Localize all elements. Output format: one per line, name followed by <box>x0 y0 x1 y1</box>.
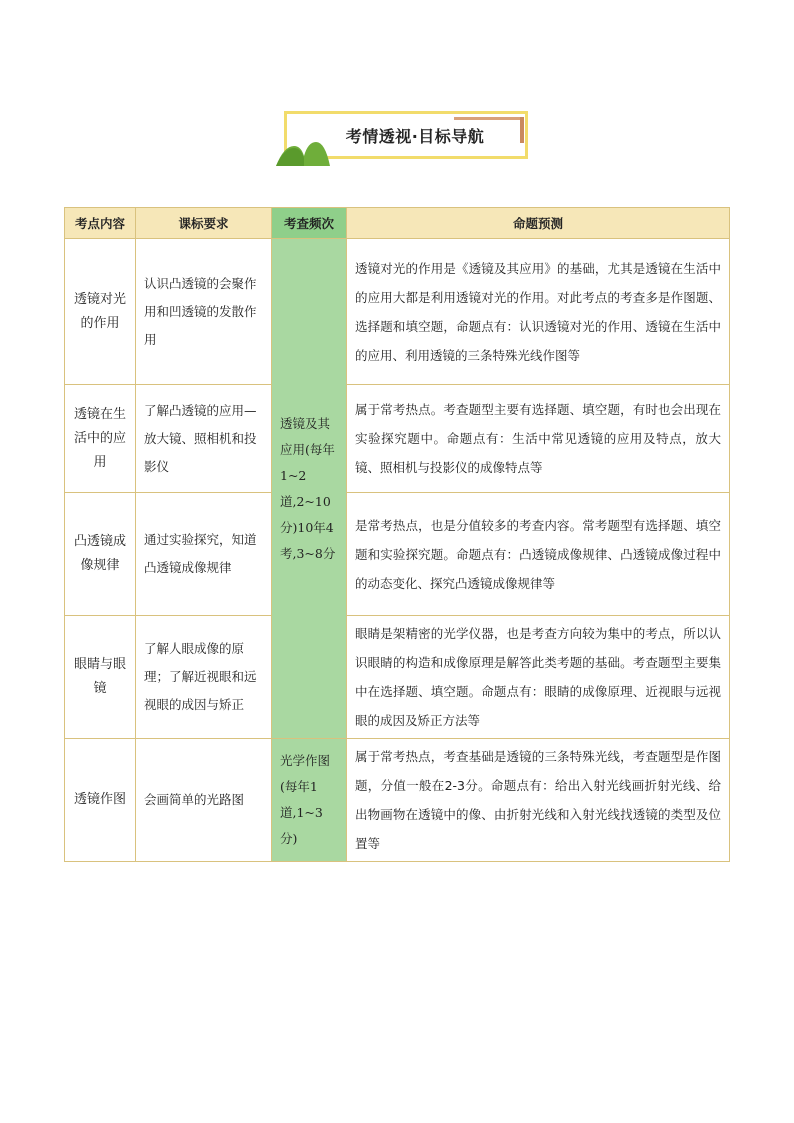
requirement-cell: 了解人眼成像的原理；了解近视眼和远视眼的成因与矫正 <box>136 616 272 739</box>
requirement-cell: 通过实验探究，知道凸透镜成像规律 <box>136 493 272 616</box>
table-header-row <box>65 208 730 239</box>
table-row <box>65 739 730 862</box>
header-prediction: 命题预测 <box>347 208 730 239</box>
prediction-cell: 属于常考热点，考查基础是透镜的三条特殊光线，考查题型是作图题，分值一般在2-3分。命题点有：给出入射光线画折射光线、给出物画物在透镜中的像、由折射光线和入射光线找透镜的类型及位置等 <box>347 739 730 862</box>
table-row <box>65 385 730 493</box>
topic-cell: 透镜对光的作用 <box>65 239 136 385</box>
topic-cell: 眼睛与眼镜 <box>65 616 136 739</box>
header-frequency: 考查频次 <box>272 208 347 239</box>
exam-navigation-table <box>64 207 730 862</box>
section-banner <box>274 106 536 170</box>
header-topic: 考点内容 <box>65 208 136 239</box>
requirement-cell: 了解凸透镜的应用—放大镜、照相机和投影仪 <box>136 385 272 493</box>
prediction-cell: 是常考热点，也是分值较多的考查内容。常考题型有选择题、填空题和实验探究题。命题点有：凸透镜成像规律、凸透镜成像过程中的动态变化、探究凸透镜成像规律等 <box>347 493 730 616</box>
prediction-cell: 眼睛是架精密的光学仪器，也是考查方向较为集中的考点，所以认识眼睛的构造和成像原理是解答此类考题的基础。考查题型主要集中在选择题、填空题。命题点有：眼睛的成像原理、近视眼与远视眼的成因及矫正方法等 <box>347 616 730 739</box>
table-row <box>65 493 730 616</box>
topic-cell: 透镜在生活中的应用 <box>65 385 136 493</box>
table-row <box>65 616 730 739</box>
prediction-cell: 透镜对光的作用是《透镜及其应用》的基础，尤其是透镜在生活中的应用大都是利用透镜对光的作用。对此考点的考查多是作图题、选择题和填空题，命题点有：认识透镜对光的作用、透镜在生活中的应用、利用透镜的三条特殊光线作图等 <box>347 239 730 385</box>
table-row <box>65 239 730 385</box>
banner-accent-post <box>520 117 524 143</box>
topic-cell: 凸透镜成像规律 <box>65 493 136 616</box>
requirement-cell: 认识凸透镜的会聚作用和凹透镜的发散作用 <box>136 239 272 385</box>
frequency-cell: 光学作图(每年1道,1~3分) <box>272 739 347 862</box>
page-title: 考情透视·目标导航 <box>345 127 485 146</box>
frequency-cell: 透镜及其应用(每年1~2道,2~10分)10年4考,3~8分 <box>272 239 347 739</box>
requirement-cell: 会画简单的光路图 <box>136 739 272 862</box>
banner-accent-bar <box>454 117 524 120</box>
header-requirement: 课标要求 <box>136 208 272 239</box>
prediction-cell: 属于常考热点。考查题型主要有选择题、填空题，有时也会出现在实验探究题中。命题点有：生活中常见透镜的应用及特点，放大镜、照相机与投影仪的成像特点等 <box>347 385 730 493</box>
topic-cell: 透镜作图 <box>65 739 136 862</box>
